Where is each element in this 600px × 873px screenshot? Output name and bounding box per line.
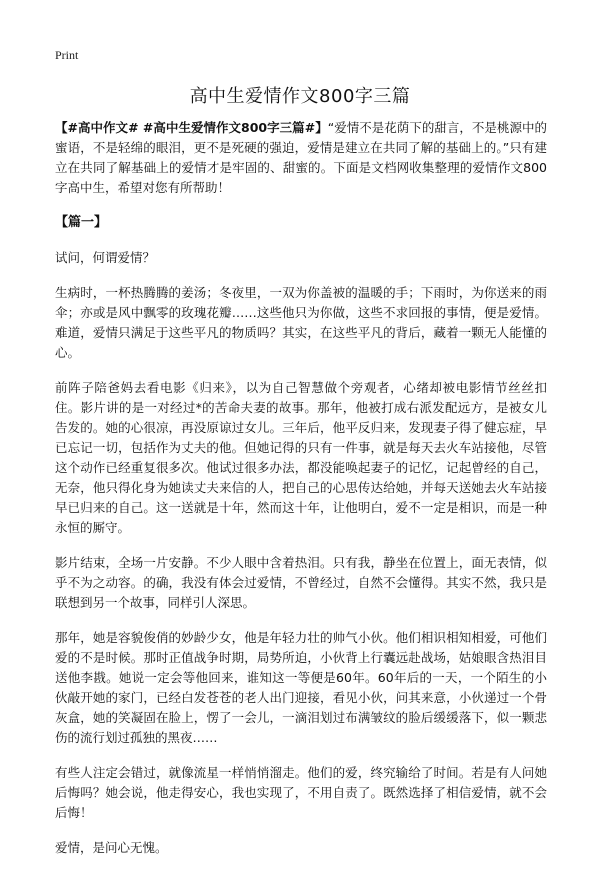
paragraph-missed: 有些人注定会错过，就像流星一样悄悄溜走。他们的爱，终究输给了时间。若是有人问她后悔吗？她会说，他走得安心，我也实现了，不用自责了。既然选择了相信爱情，就不会后悔！ [55, 765, 547, 820]
paragraph-movie: 前阵子陪爸妈去看电影《归来》，以为自己智慧做个旁观者，心绪却被电影情节丝丝扣住。影片讲的是一对经过*的苦命夫妻的故事。那年，他被打成右派发配远方，是被女儿告发的。她的心很凉，再没原谅过女儿。三年后，他平反归来，发现妻子得了健忘症，早已忘记一切，包括作为丈夫的他。但她记得的只有一件事，就是每天去火车站接他，尽管这个动作已经重复很多次。他试过很多办法，都没能唤起妻子的记忆，记起曾经的自己，无奈，他只得化身为她读丈夫来信的人，把自己的心思传达给她，并每天送她去火车站接早已归来的自己。这一送就是十年，然而这十年，让他明白，爱不一定是相识，而是一种永恒的厮守。 [55, 380, 547, 535]
section-heading: 【篇一】 [55, 215, 108, 230]
intro-text: “爱情不是花荫下的甜言，不是桃源中的蜜语，不是轻绵的眼泪，更不是死硬的强迫，爱情是建立在共同了解的基础上的。”只有建立在共同了解基础上的爱情才是牢固的、甜蜜的。下面是文档网收集整理的爱情作文800字高中生，希望对您有所帮助！ [55, 120, 547, 195]
intro-paragraph [55, 118, 547, 198]
intro-tags: 【#高中作文# #高中生爱情作文800字三篇#】 [55, 120, 328, 135]
paragraph-story: 那年，她是容貌俊俏的妙龄少女，他是年轻力壮的帅气小伙。他们相识相知相爱，可他们爱的不是时候。那时正值战争时期，局势所迫，小伙背上行囊远赴战场，姑娘眼含热泪目送他李戡。她说一定会等他回来，谁知这一等便是60年。60年后的一天，一个陌生的小伙敲开她的家门，已经白发苍苍的老人出门迎接，看见小伙，问其来意，小伙递过一个骨灰盒，她的笑凝固在脸上，愣了一会儿，一滴泪划过布满皱纹的脸后缓缓落下，似一颗悲伤的流行划过孤独的黑夜…… [55, 630, 547, 745]
paragraph-after-movie: 影片结束，全场一片安静。不少人眼中含着热泪。只有我，静坐在位置上，面无表情，似乎不为之动容。的确，我没有体会过爱情，不曾经过，自然不会懂得。其实不然，我只是联想到另一个故事，同样引人深思。 [55, 555, 547, 610]
paragraph-conclusion: 爱情，是问心无愧。 [55, 840, 168, 855]
document-body [55, 118, 547, 873]
paragraph-question: 试问，何谓爱情？ [55, 250, 156, 265]
print-label: Print [55, 48, 79, 62]
paragraph-small-things: 生病时，一杯热腾腾的姜汤；冬夜里，一双为你盖被的温暖的手；下雨时，为你送来的雨伞；亦或是风中飘零的玫瑰花瓣……这些他只为你做，这些不求回报的事情，便是爱情。难道，爱情只满足于这些平凡的物质吗？其实，在这些平凡的背后，藏着一颗无人能懂的心。 [55, 285, 547, 360]
document-title: 高中生爱情作文800字三篇 [189, 86, 411, 107]
